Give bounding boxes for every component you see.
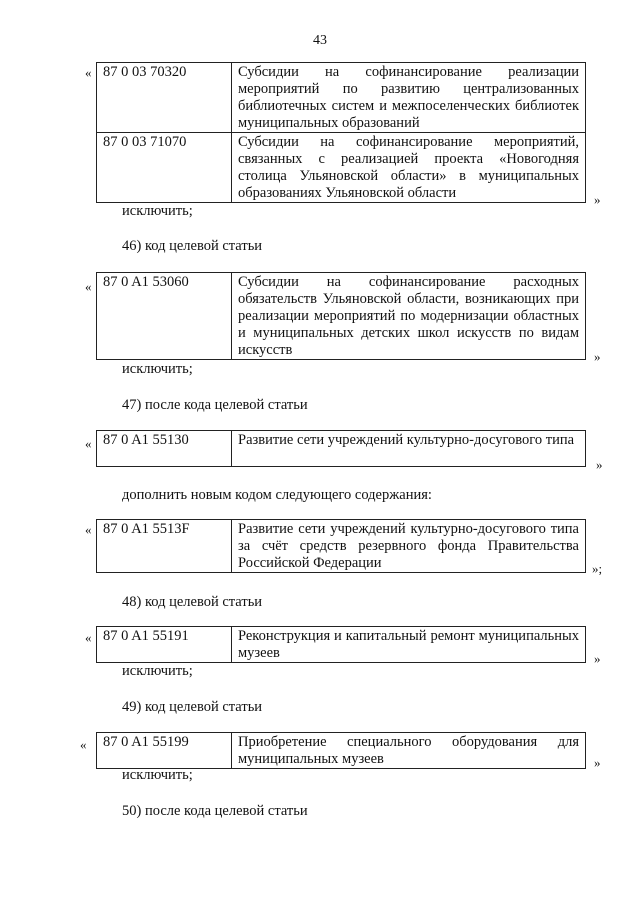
- code-table-6: [96, 732, 586, 769]
- code-cell: 87 0 A1 5513F: [97, 520, 232, 573]
- opening-quote: «: [85, 436, 92, 451]
- code-cell: 87 0 03 71070: [97, 133, 232, 203]
- closing-quote: »: [594, 349, 601, 364]
- code-cell: 87 0 A1 55191: [97, 627, 232, 663]
- table-row: [97, 520, 586, 573]
- instruction-text: дополнить новым кодом следующего содержания:: [122, 487, 432, 503]
- table-row: [97, 273, 586, 360]
- section-heading: 48) код целевой статьи: [122, 594, 263, 610]
- instruction-text: исключить;: [122, 361, 193, 377]
- description-cell: Субсидии на софинансирование мероприятий, связанных с реализацией проекта «Новогодняя столица Ульяновской области» в муниципальных образованиях Ульяновской области: [232, 133, 586, 203]
- code-cell: 87 0 A1 55130: [97, 431, 232, 467]
- instruction-text: исключить;: [122, 767, 193, 783]
- table-row: [97, 133, 586, 203]
- closing-quote: »: [596, 457, 603, 472]
- section-heading: 50) после кода целевой статьи: [122, 803, 308, 819]
- closing-quote: »: [594, 192, 601, 207]
- description-cell: Реконструкция и капитальный ремонт муниципальных музеев: [232, 627, 586, 663]
- table-row: [97, 63, 586, 133]
- code-table-2: [96, 272, 586, 360]
- code-table-4: [96, 519, 586, 573]
- code-table-3: [96, 430, 586, 467]
- description-cell: Субсидии на софинансирование расходных обязательств Ульяновской области, возникающих при реализации мероприятий по модернизации областных и муниципальных детских школ искусств по видам искусств: [232, 273, 586, 360]
- section-heading: 49) код целевой статьи: [122, 699, 263, 715]
- description-cell: Развитие сети учреждений культурно-досугового типа за счёт средств резервного фонда Правительства Российской Федерации: [232, 520, 586, 573]
- section-heading: 46) код целевой статьи: [122, 238, 263, 254]
- code-cell: 87 0 A1 53060: [97, 273, 232, 360]
- description-cell: Субсидии на софинансирование реализации мероприятий по развитию централизованных библиотечных систем и межпоселенческих библиотек муниципальных образований: [232, 63, 586, 133]
- opening-quote: «: [85, 522, 92, 537]
- opening-quote: «: [85, 279, 92, 294]
- code-cell: 87 0 03 70320: [97, 63, 232, 133]
- table-row: [97, 733, 586, 769]
- opening-quote: «: [85, 65, 92, 80]
- description-cell: Приобретение специального оборудования для муниципальных музеев: [232, 733, 586, 769]
- code-cell: 87 0 A1 55199: [97, 733, 232, 769]
- closing-quote: »: [594, 755, 601, 770]
- closing-quote: »: [594, 651, 601, 666]
- page-number: 43: [313, 33, 327, 48]
- closing-quote: »;: [592, 561, 603, 576]
- table-row: [97, 431, 586, 467]
- instruction-text: исключить;: [122, 663, 193, 679]
- code-table-5: [96, 626, 586, 663]
- instruction-text: исключить;: [122, 203, 193, 219]
- table-row: [97, 627, 586, 663]
- section-heading: 47) после кода целевой статьи: [122, 397, 308, 413]
- opening-quote: «: [80, 737, 87, 752]
- code-table-1: [96, 62, 586, 203]
- opening-quote: «: [85, 630, 92, 645]
- description-cell: Развитие сети учреждений культурно-досугового типа: [232, 431, 586, 467]
